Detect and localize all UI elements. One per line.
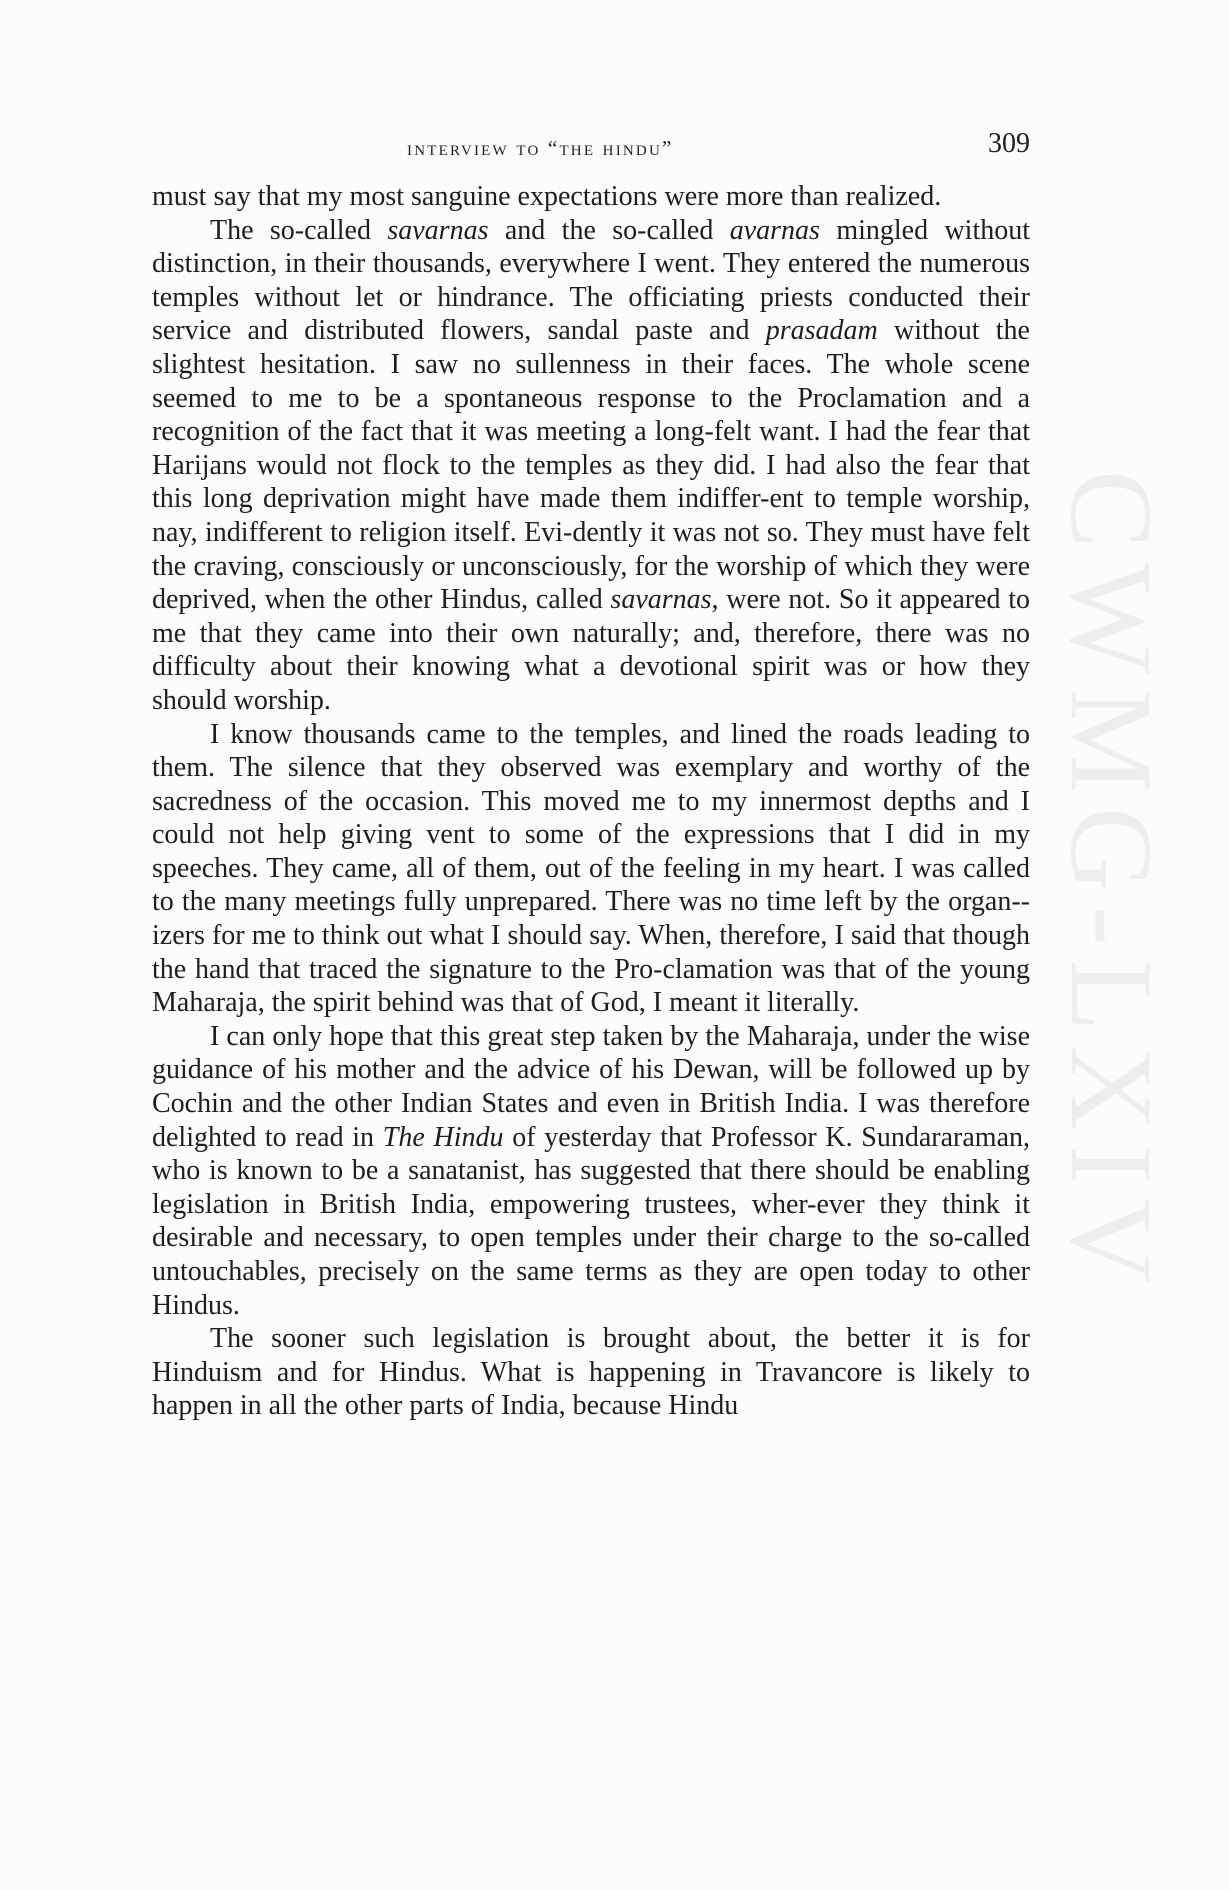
text-run: The so-called: [210, 214, 388, 246]
text-run: must say that my most sanguine expectations were more than realized.: [152, 181, 942, 212]
text-run: I can only hope that this great step taken by the Maharaja, under the wise guidance of his mother and the advice of his Dewan, will be followed up by Cochin and the other Indian States and even in British India. I was therefore delighted to read in: [152, 1020, 1030, 1153]
paragraph: [152, 1020, 1030, 1322]
watermark: CWMG-LXIV: [1046, 470, 1177, 1298]
running-head: interview to “the hindu”: [407, 136, 674, 160]
paragraph: [152, 214, 1030, 718]
text-run: mingled without distinction, in their thousands, everywhere I went. They entered the numerous temples without let or hindrance. The officiating priests conducted their service and distributed flowers, sandal paste and: [152, 214, 1031, 347]
text-run: without the slightest hesitation. I saw no sullenness in their faces. The whole scene seemed to me to be a spontaneous response to the Proclamation and a recognition of the fact that it was meeting a long-felt want. I had the fear that Harijans would not flock to the temples as they did. I had also the fear that this long deprivation might have made them indiffer-ent to temple worship, nay, indifferent to religion itself. Evi-dently it was not so. They must have felt the craving, consciously or unconsciously, for the worship of which they were deprived, when the other Hindus, called: [152, 315, 1030, 616]
page-header: [152, 128, 1030, 168]
paragraph: [152, 1322, 1030, 1423]
page-number: 309: [988, 128, 1030, 159]
italic-term: savarnas: [610, 584, 712, 616]
italic-term: prasadam: [765, 315, 878, 347]
italic-term: savarnas: [387, 214, 489, 246]
text-run: and the so-called: [488, 214, 730, 246]
paragraph: [152, 718, 1030, 1020]
text-run: , were not. So it appeared to me that they came into their own naturally; and, therefore, there was no difficulty about their knowing what a devotional spirit was or how they should worship.: [152, 584, 1031, 716]
paragraph: [152, 180, 1030, 214]
text-run: of yesterday that Professor K. Sundararaman, who is known to be a sanatanist, has suggested that there should be enabling legislation in British India, empowering trustees, wher-ever they think it desirable and necessary, to open temples under their charge to the so-called untouchables, precisely on the same terms as they are open today to other Hindus.: [152, 1121, 1031, 1321]
text-run: The sooner such legislation is brought about, the better it is for Hinduism and for Hindus. What is happening in Travancore is likely to happen in all the other parts of India, because Hindu: [152, 1323, 1030, 1422]
italic-term: avarnas: [729, 214, 820, 246]
italic-term: The Hindu: [382, 1121, 504, 1153]
text-run: I know thousands came to the temples, and lined the roads leading to them. The silence that they observed was exemplary and worthy of the sacredness of the occasion. This moved me to my innermost depths and I could not help giving vent to some of the expressions that I did in my speeches. They came, all of them, out of the feeling in my heart. I was called to the many meetings fully unprepared. There was no time left by the organ-izers for me to think out what I should say. When, therefore, I said that though the hand that traced the signature to the Pro-clamation was that of the young Maharaja, the spirit behind was that of God, I meant it literally.: [152, 718, 1030, 1019]
body-text: [152, 180, 1030, 1423]
